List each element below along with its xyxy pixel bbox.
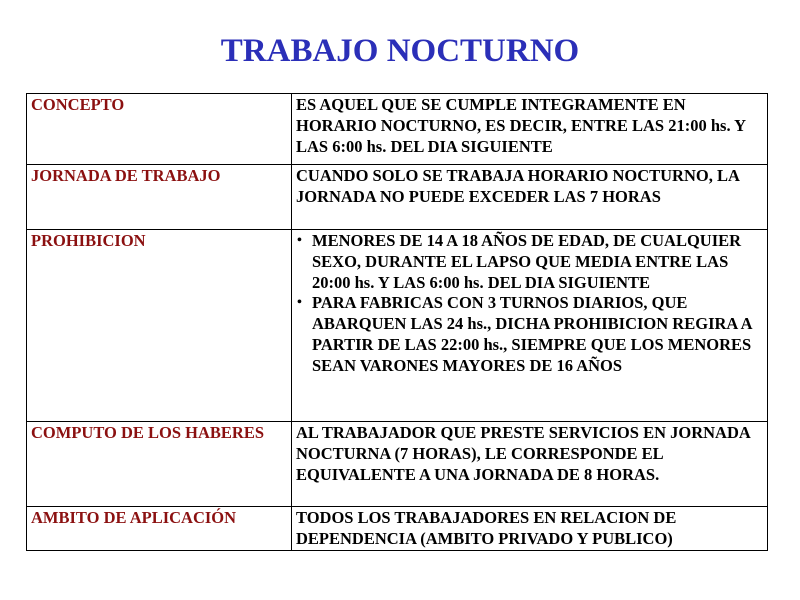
- description-cell: AL TRABAJADOR QUE PRESTE SERVICIOS EN JORNADA NOCTURNA (7 HORAS), LE CORRESPONDE EL EQUIVALENTE A UNA JORNADA DE 8 HORAS.: [292, 422, 768, 507]
- concept-cell: PROHIBICION: [27, 230, 292, 422]
- description-cell: TODOS LOS TRABAJADORES EN RELACION DE DEPENDENCIA (AMBITO PRIVADO Y PUBLICO): [292, 507, 768, 551]
- concept-cell: AMBITO DE APLICACIÓN: [27, 507, 292, 551]
- table-row: [27, 165, 768, 230]
- concept-cell: COMPUTO DE LOS HABERES: [27, 422, 292, 507]
- bullet-icon: •: [297, 233, 302, 248]
- table-row: [27, 507, 768, 551]
- concept-cell: CONCEPTO: [27, 94, 292, 165]
- description-cell: [292, 230, 768, 422]
- list-item: [296, 231, 763, 293]
- table-row: [27, 230, 768, 422]
- concept-cell: JORNADA DE TRABAJO: [27, 165, 292, 230]
- bullet-text: PARA FABRICAS CON 3 TURNOS DIARIOS, QUE ABARQUEN LAS 24 hs., DICHA PROHIBICION REGIRA A PARTIR DE LAS 22:00 hs., SIEMPRE QUE LOS MENORES SEAN VARONES MAYORES DE 16 AÑOS: [312, 293, 752, 375]
- slide-title: TRABAJO NOCTURNO: [220, 33, 580, 69]
- list-item: [296, 293, 763, 376]
- info-table: [26, 93, 768, 551]
- description-cell: ES AQUEL QUE SE CUMPLE INTEGRAMENTE EN HORARIO NOCTURNO, ES DECIR, ENTRE LAS 21:00 hs. Y LAS 6:00 hs. DEL DIA SIGUIENTE: [292, 94, 768, 165]
- bullet-list: [296, 231, 763, 377]
- table-row: [27, 422, 768, 507]
- table-row: [27, 94, 768, 165]
- description-cell: CUANDO SOLO SE TRABAJA HORARIO NOCTURNO, LA JORNADA NO PUEDE EXCEDER LAS 7 HORAS: [292, 165, 768, 230]
- bullet-icon: •: [297, 295, 302, 311]
- bullet-text: MENORES DE 14 A 18 AÑOS DE EDAD, DE CUALQUIER SEXO, DURANTE EL LAPSO QUE MEDIA ENTRE LAS 20:00 hs. Y LAS 6:00 hs. DEL DIA SIGUIENTE: [312, 231, 742, 292]
